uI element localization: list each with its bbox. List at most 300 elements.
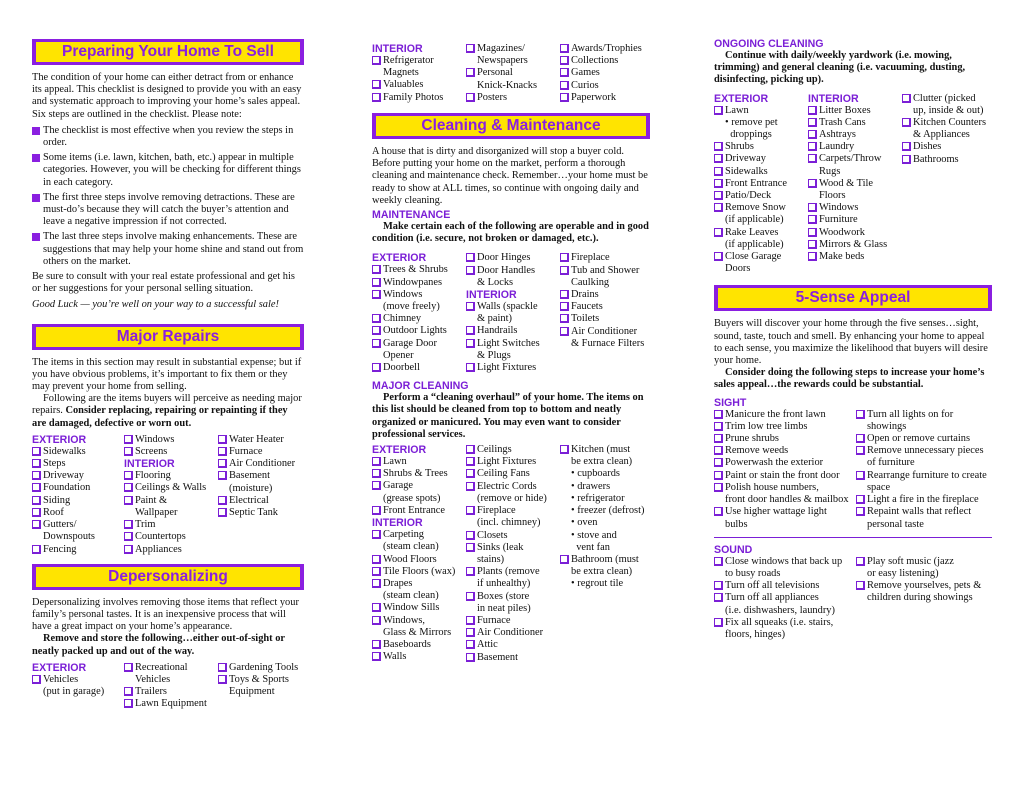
checkbox-icon[interactable] <box>372 530 381 539</box>
checklist-item[interactable]: Drains <box>560 289 650 301</box>
checkbox-icon[interactable] <box>466 302 475 311</box>
section-banner-depersonalizing <box>32 564 304 590</box>
checklist-item[interactable]: Litter Boxes <box>808 105 902 117</box>
checkbox-icon[interactable] <box>466 445 475 454</box>
checklist-item[interactable]: Make beds <box>808 251 902 263</box>
subheading: EXTERIOR <box>32 661 87 674</box>
checkbox-icon[interactable] <box>808 130 817 139</box>
checklist-item[interactable]: Window Sills <box>372 602 466 614</box>
section-divider <box>714 537 992 538</box>
checklist-item[interactable]: Kitchen Counters <box>902 117 992 129</box>
checklist-item[interactable]: Foundation <box>32 482 124 494</box>
checklist-item[interactable]: Carpets/Throw <box>808 153 902 165</box>
checklist-item[interactable]: Awards/Trophies <box>560 43 650 55</box>
subheading: SOUND <box>714 543 753 556</box>
checkbox-icon[interactable] <box>124 520 133 529</box>
checklist-item[interactable]: Personal <box>466 67 560 79</box>
checklist-item[interactable]: Rearrange furniture to create <box>856 470 992 482</box>
checklist-item[interactable]: Powerwash the exterior <box>714 457 856 469</box>
maintenance-instructions: Make certain each of the following are operable and in good condition (i.e. secure, not broken or damaged, etc.). <box>372 221 649 245</box>
checkbox-icon[interactable] <box>560 44 569 53</box>
checklist-item[interactable]: Repaint walls that reflect <box>856 506 992 518</box>
checkbox-icon[interactable] <box>124 532 133 541</box>
column-2 <box>372 0 650 664</box>
checklist-item[interactable]: Turn all lights on for <box>856 409 992 421</box>
checkbox-icon[interactable] <box>714 203 723 212</box>
checkbox-icon[interactable] <box>124 496 133 505</box>
checkbox-icon[interactable] <box>466 628 475 637</box>
checklist-item[interactable]: Paint & <box>124 495 218 507</box>
ongoing-cleaning-instructions: Continue with daily/weekly yardwork (i.e. mowing, trimming) and general cleaning (i.e. vacuuming, dusting, disinfecting, picking up). <box>714 50 966 86</box>
checkbox-icon[interactable] <box>32 675 41 684</box>
checklist-item[interactable]: Front Entrance <box>714 178 808 190</box>
checkbox-icon[interactable] <box>466 543 475 552</box>
checkbox-icon[interactable] <box>902 155 911 164</box>
depersonalizing-checklist: EXTERIOR Vehicles (put in garage) Recreational Vehicles Trailers Lawn Equipment Gardening Tools Toys & Sports Equipment <box>32 662 304 711</box>
checkbox-icon[interactable] <box>714 179 723 188</box>
checkbox-icon[interactable] <box>218 471 227 480</box>
checkbox-icon[interactable] <box>714 446 723 455</box>
checklist-item[interactable]: Outdoor Lights <box>372 325 466 337</box>
checklist-item[interactable]: Plants (remove <box>466 566 560 578</box>
checklist-item[interactable]: Air Conditioner <box>560 326 650 338</box>
checkbox-icon[interactable] <box>372 640 381 649</box>
subheading: EXTERIOR <box>714 92 769 105</box>
checkbox-icon[interactable] <box>560 68 569 77</box>
checkbox-icon[interactable] <box>218 435 227 444</box>
checklist-item[interactable]: Trailers <box>124 686 218 698</box>
checkbox-icon[interactable] <box>218 508 227 517</box>
checkbox-icon[interactable] <box>124 471 133 480</box>
checkbox-icon[interactable] <box>124 447 133 456</box>
major-repairs-instructions: Following are the items buyers will perceive as needing major repairs. Consider replacing, repairing or repainting if they are damaged, defective or worn out. <box>32 393 302 429</box>
checkbox-icon[interactable] <box>372 506 381 515</box>
bullet-square-icon <box>32 127 40 135</box>
checkbox-icon[interactable] <box>372 265 381 274</box>
checkbox-icon[interactable] <box>808 252 817 261</box>
checkbox-icon[interactable] <box>560 290 569 299</box>
checklist-item[interactable]: Roof <box>32 507 124 519</box>
subheading: EXTERIOR <box>32 433 87 446</box>
checklist-item[interactable]: Sidewalks <box>714 166 808 178</box>
checklist-item[interactable]: Windows <box>808 202 902 214</box>
checklist-item[interactable]: Garage Door <box>372 338 466 350</box>
checklist-item[interactable]: Paint or stain the front door <box>714 470 856 482</box>
checkbox-icon[interactable] <box>372 290 381 299</box>
checkbox-icon[interactable] <box>714 434 723 443</box>
checklist-item[interactable]: Games <box>560 67 650 79</box>
checkbox-icon[interactable] <box>466 482 475 491</box>
checklist-item[interactable]: Shrubs & Trees <box>372 468 466 480</box>
checkbox-icon[interactable] <box>808 228 817 237</box>
major-repairs-text: The items in this section may result in substantial expense; but if you have obvious problems, it’s important to fix them or they may prevent your home from selling. <box>32 356 302 393</box>
checkbox-icon[interactable] <box>124 699 133 708</box>
checklist-item[interactable]: Toys & Sports <box>218 674 304 686</box>
checkbox-icon[interactable] <box>902 142 911 151</box>
cleaning-text: A house that is dirty and disorganized will stop a buyer cold. Before putting your home on the market, perform a thorough cleaning and maintenance check. Remember…your home must be ready to show at ALL times, so continue with ongoing daily and weekly cleaning. <box>372 146 648 206</box>
checklist-item[interactable]: Fireplace <box>466 505 560 517</box>
checkbox-icon[interactable] <box>808 142 817 151</box>
checklist-item[interactable]: Bathrooms <box>902 154 992 166</box>
checklist-item[interactable]: Appliances <box>124 544 218 556</box>
sound-checklist: Close windows that back up to busy roads Turn off all televisions Turn off all appliances (i.e. dishwashers, laundry) Fix all squeaks (i.e. stairs, floors, hinges) Play soft music (jazz or easy listening) Remove yourselves, pets & children during showings <box>714 556 992 641</box>
checklist-item[interactable]: Windows <box>372 289 466 301</box>
checklist-item[interactable]: Open or remove curtains <box>856 433 992 445</box>
checklist-item[interactable]: Air Conditioner <box>466 627 560 639</box>
checklist-item[interactable]: Septic Tank <box>218 507 304 519</box>
checklist-item[interactable]: Driveway <box>714 153 808 165</box>
checkbox-icon[interactable] <box>218 496 227 505</box>
checklist-item[interactable]: Wood & Tile <box>808 178 902 190</box>
checkbox-icon[interactable] <box>466 266 475 275</box>
checklist-item[interactable]: Gardening Tools <box>218 662 304 674</box>
checkbox-icon[interactable] <box>856 581 865 590</box>
checkbox-icon[interactable] <box>466 531 475 540</box>
checkbox-icon[interactable] <box>714 167 723 176</box>
checklist-item[interactable]: Trash Cans <box>808 117 902 129</box>
checklist-item[interactable]: Turn off all televisions <box>714 580 856 592</box>
checklist-item[interactable]: Tub and Shower <box>560 265 650 277</box>
subheading: MAINTENANCE <box>372 209 451 222</box>
checkbox-icon[interactable] <box>714 191 723 200</box>
checklist-item[interactable]: Basement <box>218 470 304 482</box>
checkbox-icon[interactable] <box>372 616 381 625</box>
checkbox-icon[interactable] <box>856 471 865 480</box>
checklist-item[interactable]: Ceilings & Walls <box>124 482 218 494</box>
checkbox-icon[interactable] <box>714 106 723 115</box>
checkbox-icon[interactable] <box>714 483 723 492</box>
section-banner-prep <box>32 39 304 65</box>
checklist-item[interactable]: Close Garage <box>714 251 808 263</box>
checkbox-icon[interactable] <box>560 314 569 323</box>
checklist-item[interactable]: Dishes <box>902 141 992 153</box>
subheading: INTERIOR <box>124 458 175 471</box>
checklist-item[interactable]: Siding <box>32 495 124 507</box>
checkbox-icon[interactable] <box>372 93 381 102</box>
checklist-item[interactable]: Ceiling Fans <box>466 468 560 480</box>
checklist-item[interactable]: Trim <box>124 519 218 531</box>
checkbox-icon[interactable] <box>466 339 475 348</box>
checklist-item[interactable]: Curios <box>560 80 650 92</box>
checkbox-icon[interactable] <box>466 469 475 478</box>
section-banner-5-sense <box>714 285 992 311</box>
checkbox-icon[interactable] <box>466 363 475 372</box>
checklist-item[interactable]: Play soft music (jazz <box>856 556 992 568</box>
checkbox-icon[interactable] <box>808 118 817 127</box>
checklist-item[interactable]: Mirrors & Glass <box>808 239 902 251</box>
checkbox-icon[interactable] <box>32 508 41 517</box>
checkbox-icon[interactable] <box>466 253 475 262</box>
checklist-item[interactable]: Walls (spackle <box>466 301 560 313</box>
checklist-item[interactable]: Walls <box>372 651 466 663</box>
checklist-item[interactable]: Polish house numbers, <box>714 482 856 494</box>
checklist-item[interactable]: Gutters/ <box>32 519 124 531</box>
checkbox-icon[interactable] <box>856 495 865 504</box>
checkbox-icon[interactable] <box>372 363 381 372</box>
checkbox-icon[interactable] <box>466 93 475 102</box>
checklist-item[interactable]: Paperwork <box>560 92 650 104</box>
checklist-item[interactable]: Refrigerator <box>372 55 466 67</box>
note-bullet: Some items (i.e. lawn, kitchen, bath, etc.) appear in multiple categories. However, you will be checking for different things in each category. <box>32 152 304 189</box>
checklist-item[interactable]: Sinks (leak <box>466 542 560 554</box>
checkbox-icon[interactable] <box>808 203 817 212</box>
checklist-item[interactable]: Electrical <box>218 495 304 507</box>
section-title: 5-Sense Appeal <box>718 288 988 308</box>
checkbox-icon[interactable] <box>714 593 723 602</box>
checklist-item[interactable]: Lawn <box>714 105 808 117</box>
checkbox-icon[interactable] <box>466 616 475 625</box>
checkbox-icon[interactable] <box>714 422 723 431</box>
checkbox-icon[interactable] <box>466 326 475 335</box>
checkbox-icon[interactable] <box>32 520 41 529</box>
checkbox-icon[interactable] <box>902 118 911 127</box>
checkbox-icon[interactable] <box>124 687 133 696</box>
checklist-item[interactable]: Front Entrance <box>372 505 466 517</box>
5-sense-text: Buyers will discover your home through the five senses…sight, sound, taste, touch and smell. By enhancing your home to appeal to each sense, you maximize the likelihood that buyers will desire your home. <box>714 318 988 367</box>
checkbox-icon[interactable] <box>32 447 41 456</box>
checklist-item[interactable]: Countertops <box>124 531 218 543</box>
checklist-item[interactable]: Fencing <box>32 544 124 556</box>
checkbox-icon[interactable] <box>714 581 723 590</box>
ongoing-cleaning-checklist: EXTERIOR Lawn • remove pet droppings Shrubs Driveway Sidewalks Front Entrance Patio/Deck Remove Snow (if applicable) Rake Leaves (if applicable) Close Garage Doors INTERIOR Litter Boxes Trash Cans Ashtrays Laundry Carpets/Throw Rugs Wood & Tile Floors Windows Furniture Woodwork Mirrors & Glass Make beds Clutter (picked up, inside & out) Kitchen Counters & Appliances Dishes Bathrooms <box>714 93 992 276</box>
checkbox-icon[interactable] <box>856 557 865 566</box>
section-banner-major-repairs <box>32 324 304 350</box>
checklist-item[interactable]: Carpeting <box>372 529 466 541</box>
checklist-item[interactable]: Flooring <box>124 470 218 482</box>
checkbox-icon[interactable] <box>466 457 475 466</box>
checkbox-icon[interactable] <box>714 228 723 237</box>
checkbox-icon[interactable] <box>714 154 723 163</box>
checkbox-icon[interactable] <box>560 555 569 564</box>
checkbox-icon[interactable] <box>218 675 227 684</box>
checkbox-icon[interactable] <box>372 555 381 564</box>
note-bullet: The checklist is most effective when you review the steps in order. <box>32 125 304 149</box>
checklist-item[interactable]: Lawn Equipment <box>124 698 218 710</box>
checkbox-icon[interactable] <box>856 507 865 516</box>
checklist-item[interactable]: Fix all squeaks (i.e. stairs, <box>714 617 856 629</box>
checklist-item[interactable]: Family Photos <box>372 92 466 104</box>
checklist-item[interactable]: Air Conditioner <box>218 458 304 470</box>
column-3 <box>714 0 992 641</box>
checklist-item[interactable]: Vehicles <box>32 674 124 686</box>
checklist-item[interactable]: Clutter (picked <box>902 93 992 105</box>
checklist-item[interactable]: Ceilings <box>466 444 560 456</box>
checklist-item[interactable]: Driveway <box>32 470 124 482</box>
checkbox-icon[interactable] <box>560 266 569 275</box>
checklist-item[interactable]: Valuables <box>372 79 466 91</box>
checkbox-icon[interactable] <box>714 410 723 419</box>
major-repairs-checklist: EXTERIOR Sidewalks Steps Driveway Foundation Siding Roof Gutters/ Downspouts Fencing Windows Screens INTERIOR Flooring Ceilings & Walls Paint & Wallpaper Trim Countertops Appliances Water Heater Furnace Air Conditioner Basement (moisture) Electrical Septic Tank <box>32 434 304 556</box>
checklist-item[interactable]: Windowpanes <box>372 277 466 289</box>
checklist-item[interactable]: Closets <box>466 530 560 542</box>
checklist-item[interactable]: Furnace <box>218 446 304 458</box>
checklist-item[interactable]: Laundry <box>808 141 902 153</box>
checklist-item[interactable]: Trees & Shrubs <box>372 264 466 276</box>
checkbox-icon[interactable] <box>466 567 475 576</box>
checkbox-icon[interactable] <box>32 471 41 480</box>
checkbox-icon[interactable] <box>808 240 817 249</box>
checkbox-icon[interactable] <box>808 106 817 115</box>
checkbox-icon[interactable] <box>560 302 569 311</box>
checklist-item[interactable]: Furniture <box>808 214 902 226</box>
checklist-item[interactable]: Manicure the front lawn <box>714 409 856 421</box>
checkbox-icon[interactable] <box>560 81 569 90</box>
consult-text: Be sure to consult with your real estate professional and get his or her suggestions for your personal selling situation. <box>32 271 295 295</box>
checklist-item[interactable]: Collections <box>560 55 650 67</box>
checklist-item[interactable]: Rake Leaves <box>714 227 808 239</box>
note-bullet: The first three steps involve removing detractions. These are must-do’s because they will catch the buyer’s attention and leave a negative impression if not corrected. <box>32 192 304 229</box>
checklist-item[interactable]: Remove Snow <box>714 202 808 214</box>
checklist-item[interactable]: Handrails <box>466 325 560 337</box>
checkbox-icon[interactable] <box>372 603 381 612</box>
major-cleaning-checklist: EXTERIOR Lawn Shrubs & Trees Garage (grease spots) Front Entrance INTERIOR Carpeting (steam clean) Wood Floors Tile Floors (wax) Drapes (steam clean) Window Sills Windows, Glass & Mirrors Baseboards Walls Ceilings Light Fixtures Ceiling Fans Electric Cords (remove or hide) Fireplace (incl. chimney) Closets Sinks (leak stains) Plants (remove if unhealthy) Boxes (store in neat piles) Furnace Air Conditioner Attic Basement Kitchen (must be extra clean) • cupboards • drawers • refrigerator • freezer (defrost) • oven • stove and vent fan Bathroom (must be extra clean) • regrout tile <box>372 444 650 664</box>
checklist-item[interactable]: Electric Cords <box>466 481 560 493</box>
checkbox-icon[interactable] <box>372 339 381 348</box>
checkbox-icon[interactable] <box>560 445 569 454</box>
checklist-item[interactable]: Furnace <box>466 615 560 627</box>
checkbox-icon[interactable] <box>372 80 381 89</box>
checklist-item[interactable]: Drapes <box>372 578 466 590</box>
checklist-item[interactable]: Boxes (store <box>466 591 560 603</box>
subheading: EXTERIOR <box>372 444 427 457</box>
checkbox-icon[interactable] <box>218 663 227 672</box>
major-cleaning-instructions: Perform a “cleaning overhaul” of your home. The items on this list should be cleaned from top to bottom and neatly organized or manicured. You may even want to consider professional services. <box>372 392 644 440</box>
checkbox-icon[interactable] <box>372 567 381 576</box>
checklist-item[interactable]: Basement <box>466 652 560 664</box>
checklist-item[interactable]: Faucets <box>560 301 650 313</box>
checkbox-icon[interactable] <box>466 640 475 649</box>
checklist-item[interactable]: Toilets <box>560 313 650 325</box>
checklist-item[interactable]: Magazines/ <box>466 43 560 55</box>
bullet-square-icon <box>32 194 40 202</box>
checklist-item[interactable]: Ashtrays <box>808 129 902 141</box>
checkbox-icon[interactable] <box>560 253 569 262</box>
checklist-item[interactable]: Prune shrubs <box>714 433 856 445</box>
checklist-item[interactable]: Garage <box>372 480 466 492</box>
checkbox-icon[interactable] <box>466 44 475 53</box>
checkbox-icon[interactable] <box>372 314 381 323</box>
checklist-item[interactable]: Doorbell <box>372 362 466 374</box>
checklist-item[interactable]: Patio/Deck <box>714 190 808 202</box>
checkbox-icon[interactable] <box>372 481 381 490</box>
checkbox-icon[interactable] <box>466 592 475 601</box>
checkbox-icon[interactable] <box>32 496 41 505</box>
checklist-item[interactable]: Screens <box>124 446 218 458</box>
checklist-item[interactable]: Recreational <box>124 662 218 674</box>
checklist-item[interactable]: Remove yourselves, pets & <box>856 580 992 592</box>
subheading: INTERIOR <box>372 43 423 55</box>
checkbox-icon[interactable] <box>372 457 381 466</box>
checkbox-icon[interactable] <box>372 469 381 478</box>
subheading: MAJOR CLEANING <box>372 380 469 393</box>
checklist-item[interactable]: Remove unnecessary pieces <box>856 445 992 457</box>
checkbox-icon[interactable] <box>856 410 865 419</box>
checkbox-icon[interactable] <box>560 56 569 65</box>
checklist-item[interactable]: Door Hinges <box>466 252 560 264</box>
checklist-item[interactable]: Turn off all appliances <box>714 592 856 604</box>
checkbox-icon[interactable] <box>714 458 723 467</box>
checkbox-icon[interactable] <box>808 154 817 163</box>
checkbox-icon[interactable] <box>218 447 227 456</box>
checklist-item[interactable]: Light Fixtures <box>466 362 560 374</box>
checklist-item[interactable]: Bathroom (must <box>560 554 650 566</box>
checklist-item[interactable]: Door Handles <box>466 265 560 277</box>
checkbox-icon[interactable] <box>372 56 381 65</box>
checkbox-icon[interactable] <box>124 435 133 444</box>
checklist-item[interactable]: Lawn <box>372 456 466 468</box>
checkbox-icon[interactable] <box>466 506 475 515</box>
checkbox-icon[interactable] <box>32 459 41 468</box>
checkbox-icon[interactable] <box>124 483 133 492</box>
checklist-item[interactable]: Baseboards <box>372 639 466 651</box>
maintenance-checklist: EXTERIOR Trees & Shrubs Windowpanes Windows (move freely) Chimney Outdoor Lights Garage Door Opener Doorbell Door Hinges Door Handles & Locks INTERIOR Walls (spackle & paint) Handrails Light Switches & Plugs Light Fixtures Fireplace Tub and Shower Caulking Drains Faucets Toilets Air Conditioner & Furnace Filters <box>372 252 650 374</box>
checkbox-icon[interactable] <box>32 483 41 492</box>
checkbox-icon[interactable] <box>372 326 381 335</box>
checkbox-icon[interactable] <box>124 545 133 554</box>
subheading: ONGOING CLEANING <box>714 38 824 50</box>
checkbox-icon[interactable] <box>714 142 723 151</box>
checkbox-icon[interactable] <box>714 507 723 516</box>
checklist-item[interactable]: Windows <box>124 434 218 446</box>
checkbox-icon[interactable] <box>856 434 865 443</box>
checklist-item[interactable]: Shrubs <box>714 141 808 153</box>
checkbox-icon[interactable] <box>714 471 723 480</box>
checklist-item[interactable]: Light a fire in the fireplace <box>856 494 992 506</box>
checkbox-icon[interactable] <box>218 459 227 468</box>
checkbox-icon[interactable] <box>856 446 865 455</box>
checkbox-icon[interactable] <box>808 215 817 224</box>
checkbox-icon[interactable] <box>560 327 569 336</box>
checklist-item[interactable]: Use higher wattage light <box>714 506 856 518</box>
sight-checklist: Manicure the front lawn Trim low tree limbs Prune shrubs Remove weeds Powerwash the exterior Paint or stain the front door Polish house numbers, front door handles & mailbox Use higher wattage light bulbs Turn all lights on for showings Open or remove curtains Remove unnecessary pieces of furniture Rearrange furniture to create space Light a fire in the fireplace Repaint walls that reflect personal taste <box>714 409 992 531</box>
checkbox-icon[interactable] <box>124 663 133 672</box>
checklist-item[interactable]: Woodwork <box>808 227 902 239</box>
checkbox-icon[interactable] <box>714 618 723 627</box>
section-title: Depersonalizing <box>36 567 300 587</box>
depersonalizing-interior-checklist: INTERIOR Refrigerator Magnets Valuables Family Photos Magazines/ Newspapers Personal Knick-Knacks Posters Awards/Trophies Collections Games Curios Paperwork <box>372 43 650 104</box>
checklist-item[interactable]: Sidewalks <box>32 446 124 458</box>
checkbox-icon[interactable] <box>466 653 475 662</box>
checklist-item[interactable]: Remove weeds <box>714 445 856 457</box>
checklist-item[interactable]: Light Fixtures <box>466 456 560 468</box>
checkbox-icon[interactable] <box>902 94 911 103</box>
subheading: EXTERIOR <box>372 252 427 265</box>
bullet-square-icon <box>32 233 40 241</box>
checklist-item[interactable]: Fireplace <box>560 252 650 264</box>
checklist-item[interactable]: Close windows that back up <box>714 556 856 568</box>
checklist-item[interactable]: Steps <box>32 458 124 470</box>
checkbox-icon[interactable] <box>372 278 381 287</box>
checkbox-icon[interactable] <box>808 179 817 188</box>
checkbox-icon[interactable] <box>372 652 381 661</box>
checklist-item[interactable]: Tile Floors (wax) <box>372 566 466 578</box>
checklist-item[interactable]: Attic <box>466 639 560 651</box>
checklist-item[interactable]: Water Heater <box>218 434 304 446</box>
checklist-item[interactable]: Chimney <box>372 313 466 325</box>
checkbox-icon[interactable] <box>372 579 381 588</box>
checklist-item[interactable]: Wood Floors <box>372 554 466 566</box>
checklist-item[interactable]: Windows, <box>372 615 466 627</box>
checklist-item[interactable]: Trim low tree limbs <box>714 421 856 433</box>
checkbox-icon[interactable] <box>714 252 723 261</box>
checkbox-icon[interactable] <box>714 557 723 566</box>
checklist-item[interactable]: Light Switches <box>466 338 560 350</box>
checkbox-icon[interactable] <box>560 93 569 102</box>
checkbox-icon[interactable] <box>466 68 475 77</box>
checklist-item[interactable]: Posters <box>466 92 560 104</box>
checkbox-icon[interactable] <box>32 545 41 554</box>
checklist-item[interactable]: Kitchen (must <box>560 444 650 456</box>
